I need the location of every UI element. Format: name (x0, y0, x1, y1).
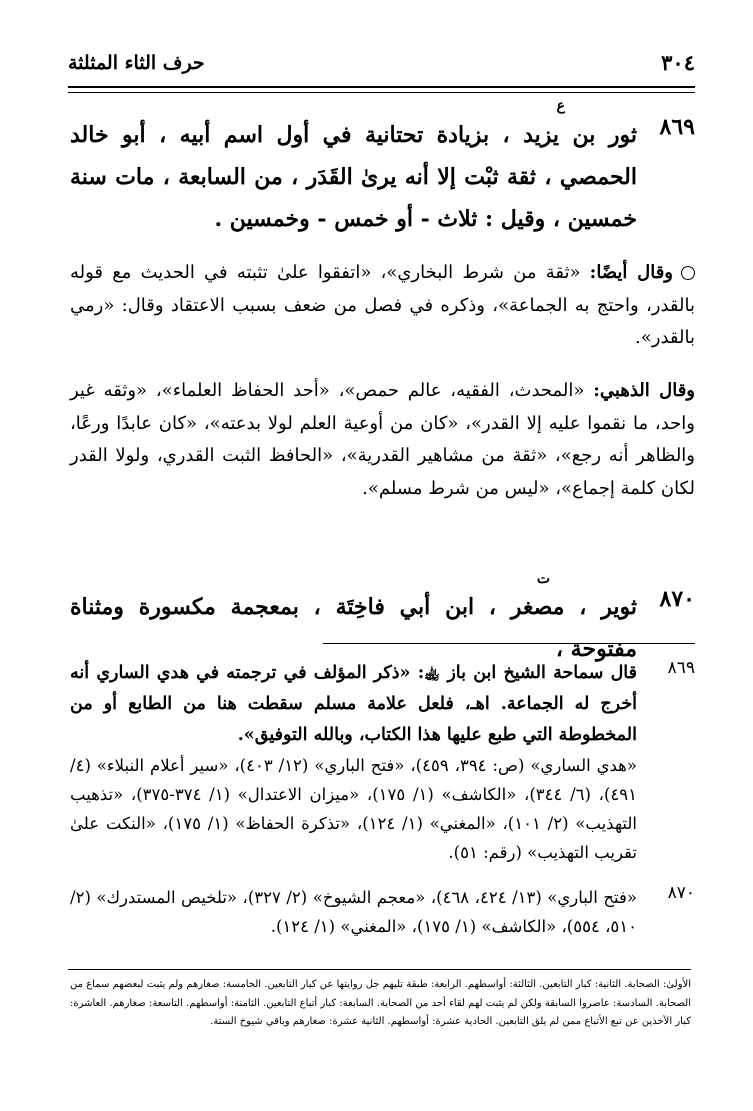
entry-siglum: ع (556, 98, 565, 114)
entry-number: ٨٦٩ (659, 114, 695, 140)
footnote-bold-remark: قال سماحة الشيخ ابن باز ﵀: «ذكر المؤلف في ترجمته في هدي الساري أنه أخرج له الجماعة. اهـ، فلعل علامة مسلم سقطت هنا من الطابع أو من المخطوطة التي طبع عليها هذا الكتاب، وبالله التوفيق». (70, 663, 637, 745)
entry-869 (70, 98, 695, 240)
footnote-869 (70, 658, 695, 867)
footnote-number: ٨٧٠ (667, 883, 695, 903)
page-number: ٣٠٤ (661, 50, 695, 75)
footnote-body (70, 883, 637, 941)
entry-text (70, 114, 637, 240)
entry-siglum: ت (536, 571, 550, 587)
commentary-text: «المحدث، الفقيه، عالم حمص»، «أحد الحفاظ العلماء»، «وثقه غير واحد، ما نقموا عليه إلا القدر»، «كان من أوعية العلم لولا بدعته»، «كان عابدًا ورعًا، والظاهر أنه رجع»، «ثقة من مشاهير القدرية»، «الحافظ الثبت القدري، ولولا القدر لكان كلمة إجماع»، «ليس من شرط مسلم». (70, 380, 695, 499)
narrator-name: ثور (608, 122, 637, 148)
running-header (68, 50, 695, 80)
footnote-870 (70, 883, 695, 941)
footnote-body (70, 658, 637, 867)
tabaqat-legend: الأولىٰ: الصحابة. الثانية: كبار التابعين. الثالثة: أواسطهم. الرابعة: طبقة تليهم جل روايتها عن كبار التابعين. الخامسة: صغارهم ولم يثبت لبعضهم سماع من الصحابة. السادسة: عاصروا السابقة ولكن لم يثبت لهم لقاء أحد من الصحابة. السابعة: كبار أتباع التابعين. الثامنة: أواسطهم. التاسعة: صغارهم. العاشرة: كبار الآخذين عن تبع الأتباع ممن لم يلق التابعين. الحادية عشرة: أواسطهم. الثانية عشرة: صغارهم وباقي شيوخ الستة. (70, 979, 691, 1027)
narrator-name: ثوير (601, 594, 637, 620)
running-title: حرف الثاء المثلثة (68, 52, 205, 74)
footnote-references: «هدي الساري» (ص: ٣٩٤، ٤٥٩)، «فتح الباري» (١٢/ ٤٠٣)، «سير أعلام النبلاء» (٤/ ٤٩١)، (٦/ ٣٤٤)، «الكاشف» (١/ ١٧٥)، «ميزان الاعتدال» (١/ ٣٧٤-٣٧٥)، «تذهيب التهذيب» (٢/ ١٠١)، «المغني» (١/ ١٢٤)، «تذكرة الحفاظ» (١/ ١٧٥)، «النكت علىٰ تقريب التهذيب» (رقم: ٥١). (70, 756, 638, 862)
scholar-label: وقال الذهبي: (593, 380, 695, 401)
header-rule-thick (68, 86, 695, 88)
entry-description: بن يزيد ، بزيادة تحتانية في أول اسم أبيه ، أبو خالد الحمصي ، ثقة ثبْت إلا أنه يرىٰ القَدَر ، من السابعة ، مات سنة خمسين ، وقيل : ثلاث - أو خمس - وخمسين . (70, 122, 637, 232)
footnote-number: ٨٦٩ (667, 658, 695, 678)
entry-number: ٨٧٠ (659, 586, 695, 612)
footnote-separator (323, 643, 695, 644)
commentary-2 (70, 375, 695, 505)
circle-bullet-icon (681, 266, 695, 280)
scholar-label: وقال أيضًا: (589, 262, 674, 283)
footnote-references: «فتح الباري» (١٣/ ٤٢٤، ٤٦٨)، «معجم الشيوخ» (٢/ ٣٢٧)، «تلخيص المستدرك» (٢/ ٥١٠، ٥٥٤)، «الكاشف» (١/ ١٧٥)، «المغني» (١/ ١٢٤). (70, 888, 637, 936)
commentary-1 (70, 257, 695, 355)
entry-description: ، مصغر ، ابن أبي فاخِتَة ، بمعجمة مكسورة ومثناة مفتوحة ، (70, 594, 637, 662)
legend-rule (68, 969, 691, 970)
commentary-text: «ثقة من شرط البخاري»، «اتفقوا علىٰ تثبته في الحديث مع قوله بالقدر، واحتج به الجماعة»، وذكره في فصل من ضعف بسبب الاعتقاد وقال: «رمي بالقدر». (70, 262, 695, 348)
header-rule-thin (68, 92, 695, 93)
